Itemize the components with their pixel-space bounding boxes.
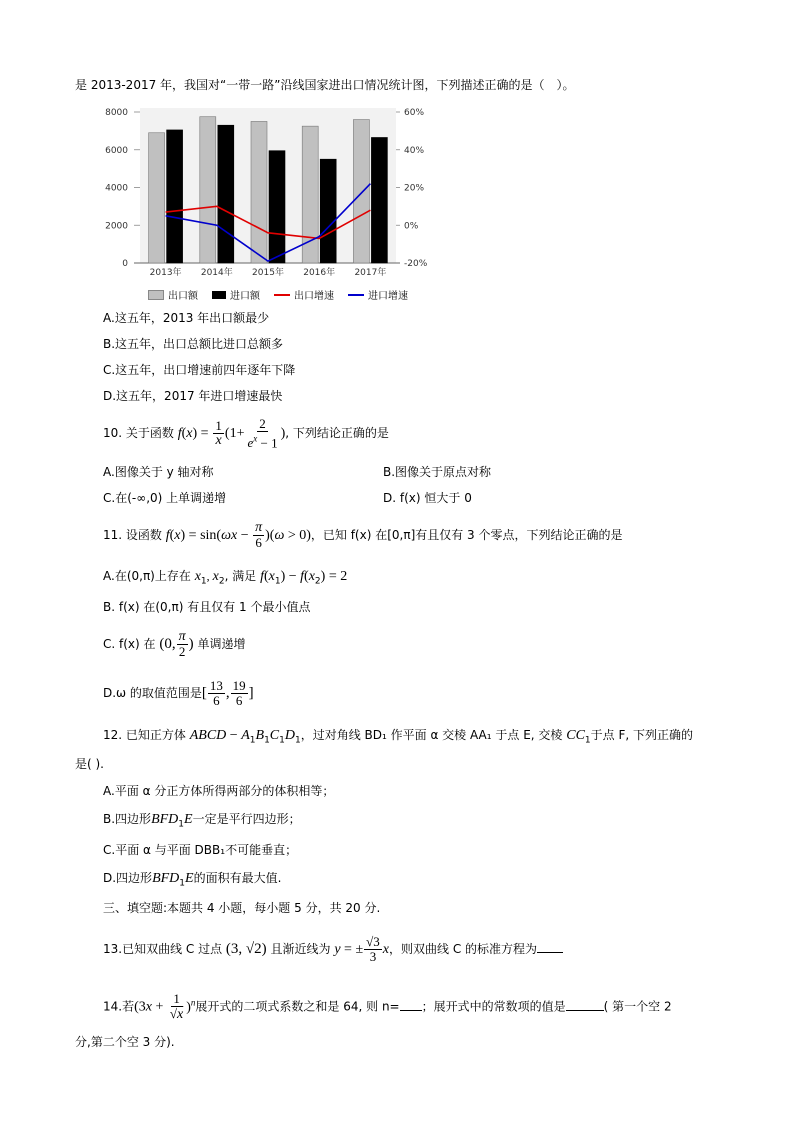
legend-import-value: 进口额 [212, 287, 260, 302]
legend-export-value: 出口额 [148, 287, 198, 302]
left-tick-label: 2000 [105, 221, 128, 232]
section-3-heading: 三、填空题:本题共 4 小题，每小题 5 分，共 20 分. [103, 901, 381, 915]
q9-option-c: C.这五年，出口增速前四年逐年下降 [103, 363, 296, 377]
q9-option-d: D.这五年，2017 年进口增速最快 [103, 389, 283, 403]
left-tick-label: 6000 [105, 145, 128, 156]
x-tick-label: 2017年 [354, 268, 387, 278]
legend-line-icon [274, 294, 290, 296]
import-value-bar [269, 151, 285, 263]
import-value-bar [218, 125, 234, 263]
x-tick-label: 2014年 [200, 268, 233, 278]
fraction: $\frac{\pi}{2}$ [178, 629, 186, 659]
q14-stem-line2: 分,第二个空 3 分). [75, 1035, 175, 1049]
q11-stem: 11. 设函数 f(x) = sin(ωx − $\frac{\pi}{6}$ )(ω > 0)，已知 f(x) 在[0,π]有且仅有 3 个零点，下列结论正确的是 [103, 520, 623, 550]
right-tick-label: 60% [404, 108, 425, 118]
legend-export-growth: 出口增速 [274, 287, 334, 302]
export-value-bar [149, 133, 165, 263]
import-value-bar [320, 159, 336, 263]
q10-stem: 10. 关于函数 f(x) = $\frac{1}{x}$ (1+ $\frac{2}{e^x - 1}$ ), 下列结论正确的是 [103, 415, 389, 451]
fraction: $\frac{1}{√x}$ [169, 991, 184, 1023]
q12-option-d: D.四边形$BFD_1E$的面积有最大值. [103, 871, 282, 889]
trade-chart [96, 104, 436, 288]
q12-stem-line2: 是( ). [75, 757, 104, 771]
q10-option-a: A.图像关于 y 轴对称 [103, 465, 214, 479]
q10-option-d: D. f(x) 恒大于 0 [383, 491, 472, 505]
q12-option-a: A.平面 α 分正方体所得两部分的体积相等； [103, 784, 335, 798]
right-tick-label: 40% [404, 145, 425, 156]
fraction: $\frac{1}{x}$ [215, 418, 222, 448]
left-tick-label: 0 [122, 259, 128, 269]
q11-option-b: B. f(x) 在(0,π) 有且仅有 1 个最小值点 [103, 600, 311, 614]
q9-option-a: A.这五年，2013 年出口额最少 [103, 311, 270, 325]
q10-option-c: C.在(-∞,0) 上单调递增 [103, 491, 227, 505]
left-tick-label: 8000 [105, 108, 128, 118]
export-value-bar [200, 117, 216, 263]
import-value-bar [371, 137, 387, 263]
export-value-bar [251, 121, 267, 263]
q12-stem: 12. 已知正方体 ABCD − $A_1B_1C_1D_1$，过对角线 BD₁ 作平面 α 交棱 AA₁ 于点 E, 交棱 $CC_1$于点 F, 下列正确的 [103, 728, 694, 746]
x-tick-label: 2016年 [303, 268, 336, 278]
q10-option-b: B.图像关于原点对称 [383, 465, 492, 479]
q12-option-c: C.平面 α 与平面 DBB₁不可能垂直； [103, 843, 298, 857]
answer-blank[interactable] [566, 998, 604, 1011]
legend-import-growth: 进口增速 [348, 287, 408, 302]
right-tick-label: 0% [404, 221, 419, 232]
q13-stem: 13.已知双曲线 C 过点 (3, √2) 且渐近线为 y = ± $\frac{√3}{3}$ x，则双曲线 C 的标准方程为 [103, 930, 563, 969]
q9-option-b: B.这五年，出口总额比进口总额多 [103, 337, 284, 351]
q11-option-d: D.ω 的取值范围是[ $\frac{13}{6}$ , $\frac{19}{6}$ ] [103, 678, 254, 708]
formula-f: f [177, 426, 182, 441]
legend-swatch-icon [212, 291, 226, 299]
left-tick-label: 4000 [105, 183, 128, 194]
import-value-bar [167, 130, 183, 263]
x-tick-label: 2015年 [252, 268, 284, 278]
answer-blank[interactable] [537, 940, 563, 953]
q12-option-b: B.四边形$BFD_1E$一定是平行四边形； [103, 812, 301, 830]
fraction: $\frac{√3}{3}$ [366, 934, 380, 964]
fraction: $\frac{13}{6}$ [209, 678, 223, 708]
fraction: $\frac{\pi}{6}$ [255, 520, 263, 550]
export-value-bar [302, 126, 318, 263]
q11-option-a: A.在(0,π)上存在 $x_1$, $x_2$, 满足 $f(x_1) - f(x_2) = 2$ [103, 569, 348, 587]
chart-legend [148, 287, 408, 302]
q9-stem: 是 2013-2017 年，我国对“一带一路”沿线国家进出口情况统计图，下列描述正确的是（ ）。 [75, 78, 575, 92]
right-tick-label: -20% [404, 259, 428, 269]
fraction: $\frac{2}{e^x - 1}$ [247, 415, 278, 451]
q11-option-c: C. f(x) 在 (0, $\frac{\pi}{2}$ ) 单调递增 [103, 629, 246, 659]
answer-blank[interactable] [400, 998, 422, 1011]
export-value-bar [353, 120, 369, 263]
x-tick-label: 2013年 [149, 268, 182, 278]
right-tick-label: 20% [404, 183, 425, 194]
legend-swatch-icon [148, 290, 164, 300]
legend-line-icon [348, 294, 364, 296]
fraction: $\frac{19}{6}$ [232, 678, 246, 708]
q14-stem: 14.若(3x + $\frac{1}{√x}$ )$^n$展开式的二项式系数之和是 64, 则 n= ；展开式中的常数项的值是 ( 第一个空 2 [103, 991, 672, 1023]
